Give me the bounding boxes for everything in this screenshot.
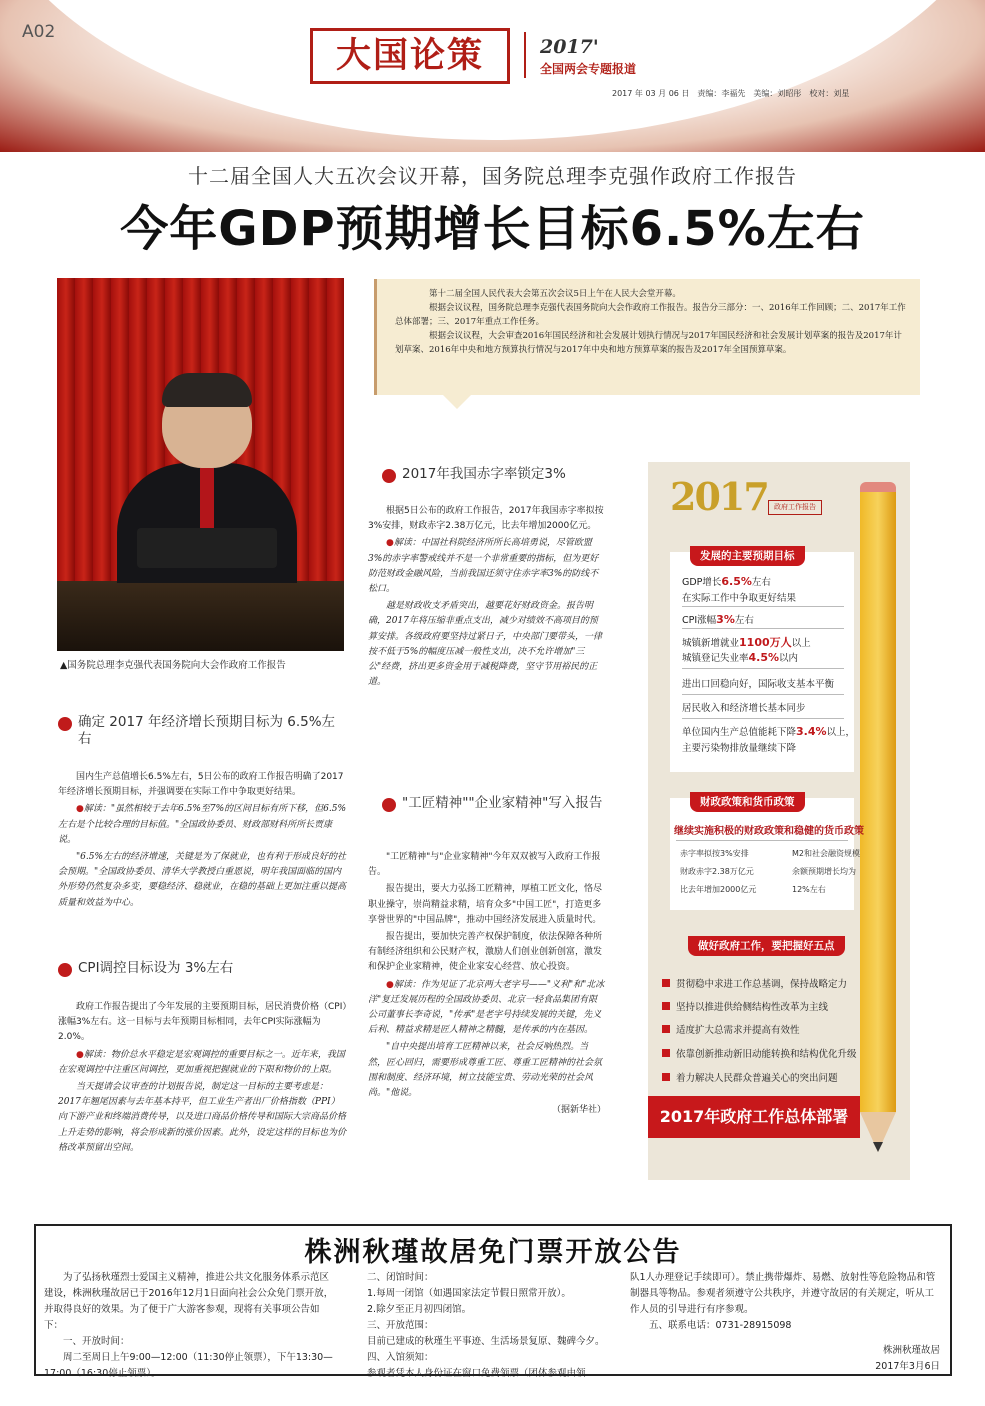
intro-paragraph: 第十二届全国人民代表大会第五次会议5日上午在人民大会堂开幕。 [429,289,681,299]
article-headline: 今年GDP预期增长目标6.5%左右 [120,201,865,257]
section-heading-cpi: CPI调控目标设为 3%左右 [58,960,348,977]
paragraph: "自中央提出培育工匠精神以来，社会反响热烈。当然，匠心回归，需要形成尊重工匠、尊重工匠精神的社会氛围和制度、经济环境，树立技能宝贵、劳动光荣的社会风尚。"他说。 [368,1042,603,1099]
task-item: 依靠创新推动新旧动能转换和结构优化升级 [662,1046,857,1060]
masthead-year: 2017' [540,36,599,58]
paragraph-analysis: ●解读：作为见证了北京两大老字号——"义利"和"北冰洋"复迁发展历程的全国政协委员、北京一轻食品集团有限公司董事长李奇说，"传承"是老字号持续发展的关键，先义后利、精益求精是匠人精神之精髓，是传承的内在基因。 [368,979,605,1036]
sidebar-footer-banner: 2017年政府工作总体部署 [648,1096,860,1138]
intro-box [374,279,920,395]
square-bullet-icon [662,1025,670,1033]
masthead-divider [524,32,526,78]
section-body-gdp [58,770,348,913]
page-number: A02 [22,22,56,42]
square-bullet-icon [662,979,670,987]
paragraph: 越是财政收支矛盾突出，越要花好财政资金。报告明确，2017年将压缩非重点支出，减少对绩效不高项目的预算安排。各级政府要坚持过紧日子，中央部门要带头，一律按不低于5%的幅度压减一般性支出，决不允许增加"三公"经费，挤出更多资金用于减税降费，坚守节用裕民的正道。 [368,601,603,688]
square-bullet-icon [662,1002,670,1010]
paragraph: "工匠精神"与"企业家精神"今年双双被写入政府工作报告。 [368,852,601,878]
notice-column: 队1人办理登记手续即可）。禁止携带爆炸、易燃、放射性等危险物品和管制器具等物品。参观者须遵守公共秩序，并遵守故居的有关规定，听从工作人员的引导进行有序参观。 五、联系电话：0731-28915098 [630,1272,936,1331]
goal-item: 主要污染物排放量继续下降 [682,743,797,754]
edition-meta: 2017 年 03 月 06 日 责编：李福先 美编：刘昭彤 校对：刘星 [612,89,850,98]
goal-item: CPI涨幅3%左右 [682,613,754,626]
notice-column: 为了弘扬秋瑾烈士爱国主义精神，推进公共文化服务体系示范区建设，株洲秋瑾故居已于2016年12月1日面向社会公众免门票开放，并取得良好的效果。为了便于广大游客参观，现将有关事项公告如下： 一、开放时间： 周二至周日上午9:00—12:00（11:30停止领票），下午13:30—17:00（16:30停止领票）。 [44,1272,334,1379]
task-item: 适度扩大总需求并提高有效性 [662,1022,800,1036]
bullet-dot-icon [58,717,72,731]
goal-item: 单位国内生产总值能耗下降3.4%以上， [682,725,856,738]
lead-photo [57,278,344,651]
intro-paragraph: 根据会议议程，大会审查2016年国民经济和社会发展计划执行情况与2017年国民经济和社会发展计划草案的报告及2017年计划草案、2016年中央和地方预算执行情况与2017年中央和地方预算草案的报告及2017年全国预算草案。 [395,331,902,355]
article-subtitle: 十二届全国人大五次会议开幕，国务院总理李克强作政府工作报告 [188,164,797,188]
paragraph: "6.5%左右的经济增速，关键是为了保就业，也有利于形成良好的社会预期。"全国政协委员、清华大学教授白重恩说，明年我国面临的国内外形势仍然复杂多变，要稳经济、稳就业，在稳的基础上更加注重以提高质量和效益为中心。 [58,852,347,908]
section-body-deficit [368,504,606,692]
task-item: 坚持以推进供给侧结构性改革为主线 [662,999,828,1013]
bullet-dot-icon [58,963,72,977]
paragraph-analysis: ●解读："虽然相较于去年6.5%至7%的区间目标有所下移，但6.5%左右是个比较合理的目标值。"全国政协委员、财政部财科所所长贾康说。 [58,804,347,845]
goal-item: GDP增长6.5%左右 [682,575,771,588]
section-body-craftsman [368,850,606,1120]
source-credit: （据新华社） [551,1105,606,1116]
finance-title: 继续实施积极的财政政策和稳健的货币政策 [674,826,864,837]
finance-item: 12%左右 [792,885,826,894]
intro-paragraph: 根据会议议程，国务院总理李克强代表国务院向大会作政府工作报告。报告分三部分：一、2016年工作回顾；二、2017年工作总体部署；三、2017年重点工作任务。 [395,303,906,327]
photo-caption: ▲国务院总理李克强代表国务院向大会作政府工作报告 [60,660,286,671]
paragraph: 报告提出，要大力弘扬工匠精神，厚植工匠文化，恪尽职业操守，崇尚精益求精，培育众多"中国工匠"，打造更多享誉世界的"中国品牌"，推动中国经济发展进入质量时代。 [368,884,603,925]
public-notice [34,1224,952,1379]
paragraph: 国内生产总值增长6.5%左右，5日公布的政府工作报告明确了2017年经济增长预期目标，并强调要在实际工作中争取更好结果。 [58,772,344,798]
finance-item: 余额预期增长均为 [792,867,856,876]
task-item: 贯彻稳中求进工作总基调，保持战略定力 [662,976,847,990]
paragraph-analysis: ●解读：中国社科院经济所所长高培勇说，尽管欧盟3%的赤字率警戒线并不是一个非常重要的指标，但为更好防范财政金融风险，当前我国还须守住赤字率3%的防线不松口。 [368,538,599,595]
bullet-dot-icon [382,469,396,483]
paragraph: 报告提出，要加快完善产权保护制度，依法保障各种所有制经济组织和公民财产权，激励人们创业创新创富，激发和保护企业家精神，使企业家安心经营、放心投资。 [368,932,603,973]
finance-item: 比去年增加2000亿元 [680,885,757,894]
goals-tab: 发展的主要预期目标 [690,546,805,566]
goal-item: 在实际工作中争取更好结果 [682,593,797,604]
goal-item: 城镇新增就业1100万人以上 [682,636,811,649]
section-heading-gdp: 确定 2017 年经济增长预期目标为 6.5%左右 [58,714,348,748]
square-bullet-icon [662,1049,670,1057]
notice-date: 2017年3月6日 [875,1361,940,1372]
finance-item: 财政赤字2.38万亿元 [680,867,754,876]
sidebar-logo: 2017 [670,474,768,519]
paragraph: 当天提请会议审查的计划报告说，制定这一目标的主要考虑是：2017年翘尾因素与去年基本持平，但工业生产者出厂价格指数（PPI）向下游产业和终端消费传导，以及进口商品价格传导和国际大宗商品价格上升走势的影响，将会形成新的涨价因素。此外，设定这样的目标也为价格改革预留出空间。 [58,1082,347,1153]
paragraph: 政府工作报告提出了今年发展的主要预期目标，居民消费价格（CPI）涨幅3%左右。这一目标与去年预期目标相同，去年CPI实际涨幅为2.0%。 [58,1002,347,1043]
task-item: 着力解决人民群众普遍关心的突出问题 [662,1070,838,1084]
paragraph-analysis: ●解读：物价总水平稳定是宏观调控的重要目标之一。近年来，我国在宏观调控中注重区间调控，更加重视把握就业的下限和物价的上限。 [58,1049,345,1075]
section-heading-craftsman: "工匠精神""企业家精神"写入报告 [382,795,622,812]
masthead-subtitle: 全国两会专题报道 [540,62,637,76]
section-body-cpi [58,1000,348,1158]
page-header [0,0,985,152]
notice-signature: 株洲秋瑾故居 [882,1345,940,1356]
finance-item: M2和社会融资规模 [792,849,860,858]
sidebar-logo-tag: 政府工作报告 [768,500,822,515]
goal-item: 进出口回稳向好，国际收支基本平衡 [682,679,835,690]
finance-item: 赤字率拟按3%安排 [680,849,749,858]
notice-column: 二、闭馆时间： 1.每周一闭馆（如遇国家法定节假日照常开放）。 2.除夕至正月初四闭馆。 三、开放范围： 目前已建成的秋瑾生平事迹、生活场景复原、魏碑今夕。 四、入馆须知： 参观者凭本人身份证在窗口免费领票（团体参观由领 [348,1272,605,1379]
finance-tab: 财政政策和货币政策 [690,792,805,812]
section-heading-deficit: 2017年我国赤字率锁定3% [382,466,622,483]
goal-item: 居民收入和经济增长基本同步 [682,703,806,714]
masthead-logo: 大国论策 [310,28,510,84]
notice-title: 株洲秋瑾故居免门票开放公告 [304,1237,682,1268]
square-bullet-icon [662,1073,670,1081]
pencil-icon [860,492,896,1112]
goal-item: 城镇登记失业率4.5%以内 [682,651,799,664]
infographic-sidebar [648,462,910,1180]
paragraph: 根据5日公布的政府工作报告，2017年我国赤字率拟按3%安排，财政赤字2.38万亿元，比去年增加2000亿元。 [368,506,604,532]
bullet-dot-icon [382,798,396,812]
tasks-tab: 做好政府工作，要把握好五点 [688,936,845,956]
